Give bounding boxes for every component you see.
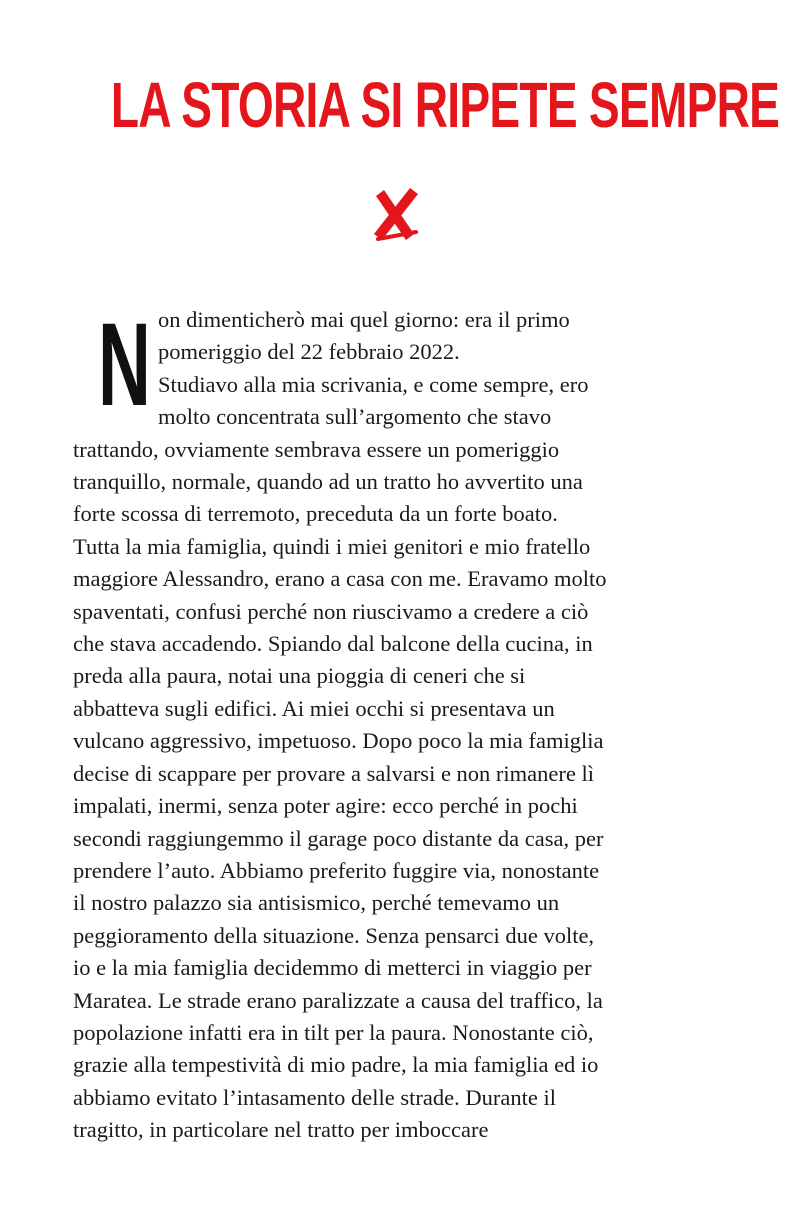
body-line: tranquillo, normale, quando ad un tratto ho avvertito una xyxy=(73,469,583,495)
body-line: decise di scappare per provare a salvarsi e non rimanere lì xyxy=(73,760,595,786)
article-title: LA STORIA SI RIPETE SEMPRE xyxy=(110,69,780,141)
body-line: tragitto, in particolare nel tratto per imboccare xyxy=(73,1117,489,1143)
drop-cap: N xyxy=(98,299,151,431)
body-line: pomeriggio del 22 febbraio 2022. xyxy=(158,339,460,365)
body-line: il nostro palazzo sia antisismico, perché temevamo un xyxy=(73,890,560,916)
body-line: io e la mia famiglia decidemmo di metterci in viaggio per xyxy=(73,955,592,981)
red-x-mark-icon xyxy=(370,184,420,244)
body-line: abbatteva sugli edifici. Ai miei occhi si presentava un xyxy=(73,695,555,721)
body-line: on dimenticherò mai quel giorno: era il primo xyxy=(158,307,570,332)
body-line: grazie alla tempestività di mio padre, la mia famiglia ed io xyxy=(73,1052,599,1078)
body-line: trattando, ovviamente sembrava essere un pomeriggio xyxy=(73,436,560,462)
body-line: vulcano aggressivo, impetuoso. Dopo poco la mia famiglia xyxy=(73,728,604,754)
body-line: Tutta la mia famiglia, quindi i miei genitori e mio fratello xyxy=(73,533,591,559)
body-line: popolazione infatti era in tilt per la paura. Nonostante ciò, xyxy=(73,1019,594,1045)
body-line: secondi raggiungemmo il garage poco distante da casa, per xyxy=(73,825,604,851)
body-line: spaventati, confusi perché non riuscivamo a credere a ciò xyxy=(73,598,589,624)
body-line: impalati, inermi, senza poter agire: ecco perché in pochi xyxy=(73,793,578,819)
body-line: Studiavo alla mia scrivania, e come sempre, ero xyxy=(158,371,589,397)
body-line: prendere l’auto. Abbiamo preferito fuggire via, nonostante xyxy=(73,857,600,883)
body-line: peggioramento della situazione. Senza pensarci due volte, xyxy=(73,922,595,948)
body-line: Maratea. Le strade erano paralizzate a causa del traffico, la xyxy=(73,987,603,1013)
body-line: abbiamo evitato l’intasamento delle strade. Durante il xyxy=(73,1084,556,1110)
body-line: forte scossa di terremoto, preceduta da un forte boato. xyxy=(73,501,558,527)
body-line: maggiore Alessandro, erano a casa con me. Eravamo molto xyxy=(73,566,607,592)
body-line: molto concentrata sull’argomento che stavo xyxy=(158,404,552,430)
article-body xyxy=(73,299,733,1147)
body-line: preda alla paura, notai una pioggia di ceneri che si xyxy=(73,663,526,689)
body-line: che stava accadendo. Spiando dal balcone della cucina, in xyxy=(73,631,593,657)
